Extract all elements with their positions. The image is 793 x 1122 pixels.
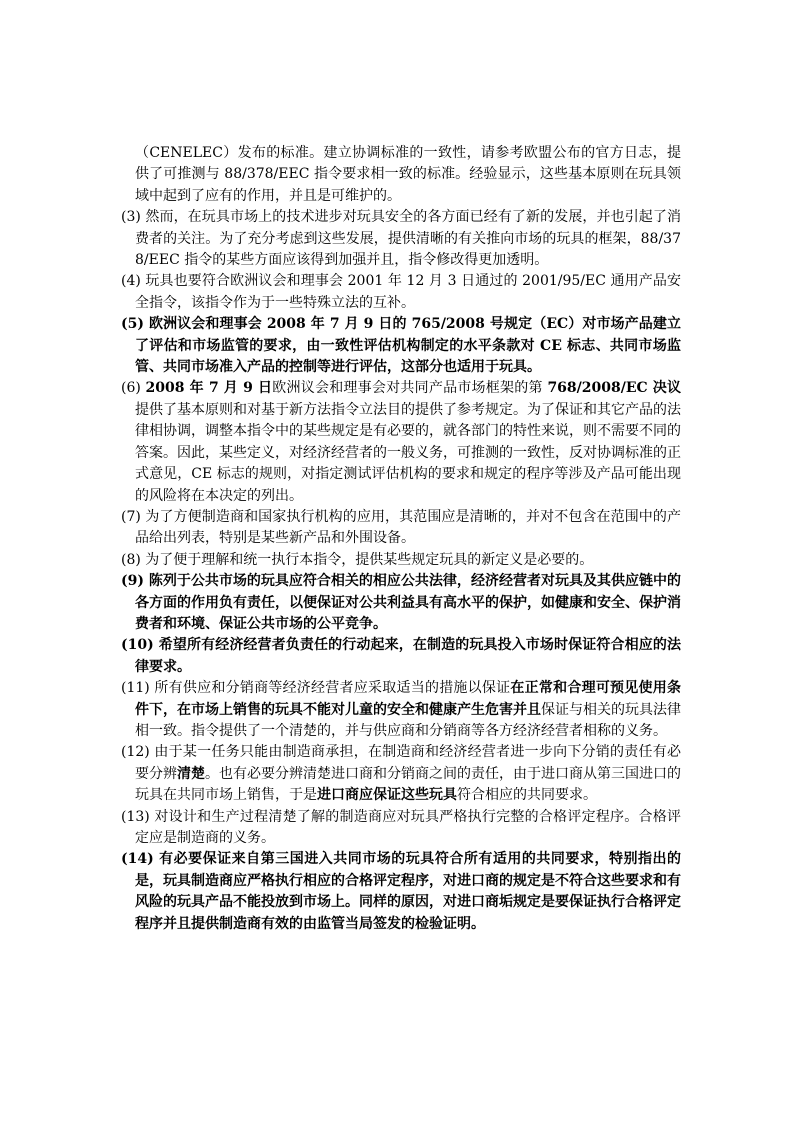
text-segment-bold: 进口商应保证这些玩具 [317, 787, 457, 804]
paragraph-12 [121, 742, 681, 806]
text-segment-bold: 2008 年 7 月 9 日 [145, 380, 273, 397]
text-segment: (13) 对设计和生产过程清楚了解的制造商应对玩具严格执行完整的合格评定程序。合格评定应是制造商的义务。 [121, 808, 681, 846]
text-segment-bold: 在正常和合理可预见使用条件下，在市场上销售的玩具不能对儿童的安全和健康产生危害并且 [135, 680, 682, 718]
text-segment: (10) 希望所有经济经营者负责任的行动起来，在制造的玩具投入市场时保证符合相应的法律要求。 [121, 637, 681, 675]
text-segment: (7) 为了方便制造商和国家执行机构的应用，其范围应是清晰的，并对不包含在范围中的产品给出列表，特别是某些新产品和外围设备。 [121, 508, 681, 547]
text-segment: （CENELEC）发布的标准。建立协调标准的一致性，请参考欧盟公布的官方日志，提供了可推测与 88/378/EEC 指令要求相一致的标准。经验显示，这些基本原则在玩具领域中起到了应有的作用，并且是可维护的。 [135, 145, 681, 204]
paragraph-5 [121, 314, 681, 378]
text-segment: (6) [121, 380, 146, 397]
document-body [121, 143, 681, 935]
paragraph-6 [121, 378, 681, 506]
text-segment: 提供了基本原则和对基于新方法指令立法目的提供了参考规定。为了保证和其它产品的法律相协调，调整本指令中的某些规定是有必要的，就各部门的特性来说，则不需要不同的答案。因此，某些定义，对经济经营者的一般义务，可推测的一致性，反对协调标准的正式意见，CE 标志的规则，对指定测试评估机构的要求和规定的程序等涉及产品可能出现的风险将在本决定的列出。 [135, 401, 681, 504]
text-segment: (4) 玩具也要符合欧洲议会和理事会 2001 年 12 月 3 日通过的 2001/95/EC 通用产品安全指令，该指令作为于一些特殊立法的互补。 [121, 273, 681, 311]
paragraph-9 [121, 571, 681, 635]
paragraph-cenelec-continuation [121, 143, 681, 207]
text-segment: 欧洲议会和理事会对共同产品市场框架的第 [272, 380, 548, 397]
text-segment-bold: 768/2008/EC 决议 [547, 380, 682, 397]
text-segment: 。也有必要分辨清楚进口商和分销商之间的责任，由于进口商从第三国进口的玩具在共同市场上销售，于是 [135, 765, 681, 804]
text-segment: (12) 由于某一任务只能由制造商承担，在制造商和经济经营者进一步向下分销的责任有必要分辨 [121, 744, 681, 782]
text-segment: (11) 所有供应和分销商等经济经营者应采取适当的措施以保证 [121, 680, 511, 697]
text-segment: (5) 欧洲议会和理事会 2008 年 7 月 9 日的 765/2008 号规定（EC）对市场产品建立了评估和市场监管的要求，由一致性评估机构制定的水平条款对 CE 标志、共同市场监管、共同市场准入产品的控制等进行评估，这部分也适用于玩具。 [121, 316, 681, 376]
paragraph-8 [121, 550, 681, 571]
text-segment: (3) 然而，在玩具市场上的技术进步对玩具安全的各方面已经有了新的发展，并也引起了消费者的关注。为了充分考虑到这些发展，提供清晰的有关推向市场的玩具的框架，88/378/EEC 指令的某些方面应该得到加强并且，指令修改得更加透明。 [121, 209, 681, 269]
text-segment: 符合相应的共同要求。 [457, 787, 597, 804]
text-segment: (8) 为了便于理解和统一执行本指令，提供某些规定玩具的新定义是必要的。 [121, 551, 594, 568]
paragraph-3 [121, 207, 681, 271]
text-segment: (9) 陈列于公共市场的玩具应符合相关的相应公共法律，经济经营者对玩具及其供应链中的各方面的作用负有责任，以便保证对公共利益具有高水平的保护，如健康和安全、保护消费者和环境、保证公共市场的公平竞争。 [121, 573, 681, 632]
text-segment-bold: 清楚 [177, 765, 205, 782]
paragraph-4 [121, 271, 681, 314]
paragraph-7 [121, 507, 681, 550]
paragraph-14 [121, 849, 681, 935]
paragraph-11 [121, 678, 681, 742]
paragraph-13 [121, 807, 681, 850]
paragraph-10 [121, 635, 681, 678]
text-segment: 保证与相关的玩具法律相一致。指令提供了一个清楚的，并与供应商和分销商等各方经济经营者相称的义务。 [135, 701, 681, 739]
text-segment: (14) 有必要保证来自第三国进入共同市场的玩具符合所有适用的共同要求，特别指出的是，玩具制造商应严格执行相应的合格评定程序，对进口商的规定是不符合这些要求和有风险的玩具产品不能投放到市场上。同样的原因，对进口商垢规定是要保证执行合格评定程序并且提供制造商有效的由监管当局签发的检验证明。 [121, 851, 681, 932]
